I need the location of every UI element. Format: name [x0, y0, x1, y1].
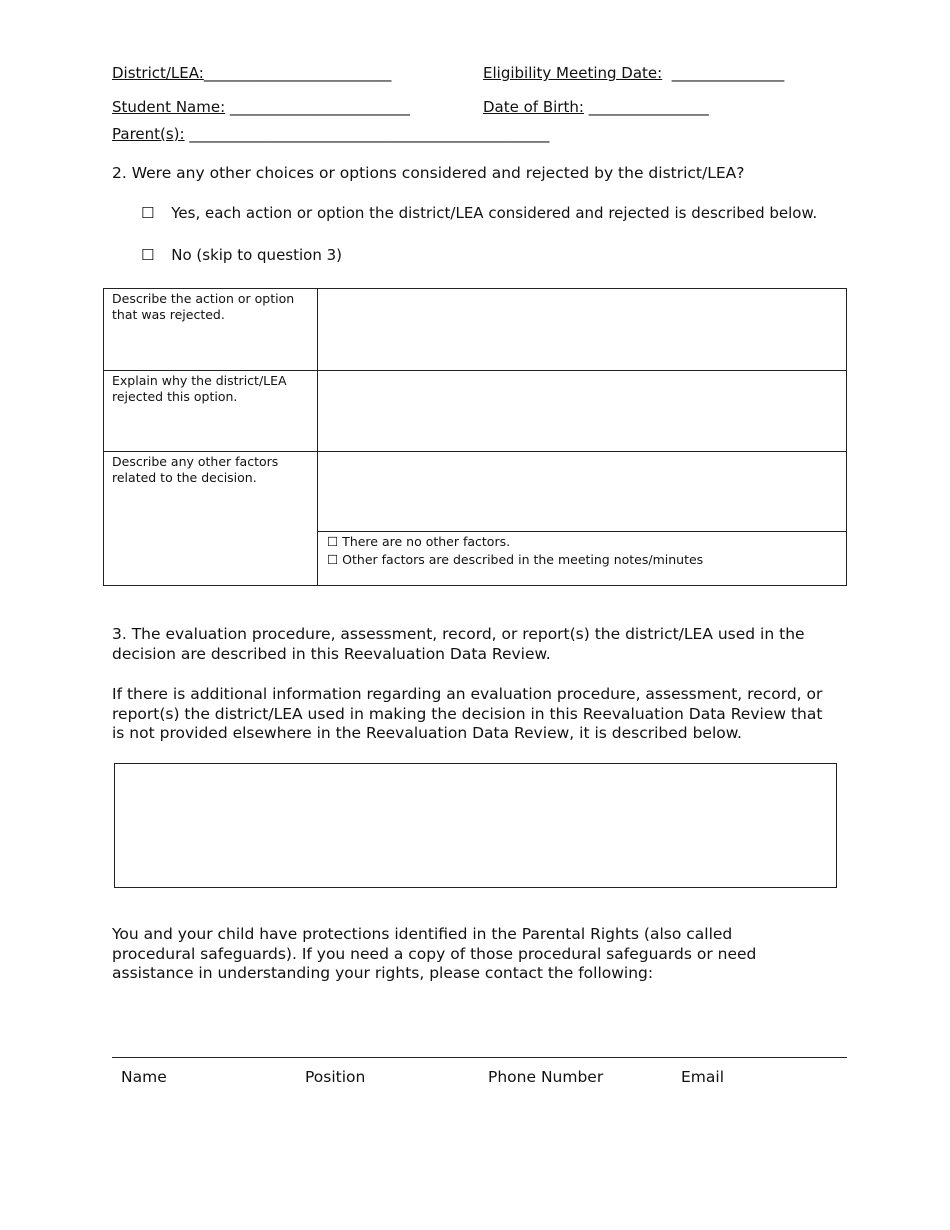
- additional-info-box[interactable]: [114, 763, 837, 888]
- option-no: [141, 246, 342, 264]
- meeting-date-blank[interactable]: _______________: [671, 64, 785, 82]
- factors-text-area[interactable]: [318, 452, 846, 532]
- rejected-options-table: [103, 288, 847, 586]
- factor-checkboxes: [318, 532, 846, 569]
- dob-blank[interactable]: ________________: [588, 98, 709, 116]
- student-name-label: Student Name:: [112, 98, 226, 116]
- contact-email-header: Email: [681, 1068, 725, 1086]
- checkbox-no-other-factors[interactable]: ☐ There are no other factors.: [327, 534, 511, 549]
- answer-cell-reason[interactable]: [318, 371, 847, 452]
- option-yes-label: Yes, each action or option the district/LEA considered and rejected is described below.: [171, 204, 818, 222]
- student-name-blank[interactable]: ________________________: [229, 98, 410, 116]
- contact-position-header: Position: [305, 1068, 366, 1086]
- question-3-text: 3. The evaluation procedure, assessment, record, or report(s) the district/LEA used in the decision are described in this Reevaluation Data Review.: [112, 625, 805, 663]
- dob-field: [483, 98, 709, 116]
- parents-field: [112, 125, 549, 143]
- district-label: District/LEA:: [112, 64, 204, 82]
- district-field: [112, 64, 391, 82]
- contact-name-header: Name: [121, 1068, 167, 1086]
- question-2-text: 2. Were any other choices or options considered and rejected by the district/LEA?: [112, 164, 745, 182]
- dob-label: Date of Birth:: [483, 98, 584, 116]
- checkbox-yes[interactable]: ☐: [141, 204, 155, 222]
- meeting-date-label: Eligibility Meeting Date:: [483, 64, 663, 82]
- contact-line: [112, 1057, 847, 1058]
- table-row: [104, 289, 847, 371]
- meeting-date-field: [483, 64, 784, 82]
- option-yes: [141, 204, 817, 222]
- checkbox-no[interactable]: ☐: [141, 246, 155, 264]
- row-label-reason: Explain why the district/LEA rejected this option.: [104, 371, 318, 452]
- checkbox-factors-in-notes[interactable]: ☐ Other factors are described in the meeting notes/minutes: [327, 552, 704, 567]
- question-3-additional: If there is additional information regarding an evaluation procedure, assessment, record, or report(s) the district/LEA used in making the decision in this Reevaluation Data Review that is not provided elsewhere in the Reevaluation Data Review, it is described below.: [112, 685, 823, 742]
- option-no-label: No (skip to question 3): [171, 246, 343, 264]
- parents-label: Parent(s):: [112, 125, 185, 143]
- row-label-factors: Describe any other factors related to the decision.: [104, 452, 318, 586]
- table-row: [104, 452, 847, 586]
- table-row: [104, 371, 847, 452]
- parents-blank[interactable]: ________________________________________________: [189, 125, 550, 143]
- student-name-field: [112, 98, 410, 116]
- contact-phone-header: Phone Number: [488, 1068, 604, 1086]
- row-label-action: Describe the action or option that was rejected.: [104, 289, 318, 371]
- district-blank[interactable]: _________________________: [203, 64, 392, 82]
- answer-cell-factors: [318, 452, 847, 586]
- parental-rights-text: You and your child have protections identified in the Parental Rights (also called procedural safeguards). If you need a copy of those procedural safeguards or need assistance in understanding your rights, please contact the following:: [112, 925, 757, 982]
- answer-cell-action[interactable]: [318, 289, 847, 371]
